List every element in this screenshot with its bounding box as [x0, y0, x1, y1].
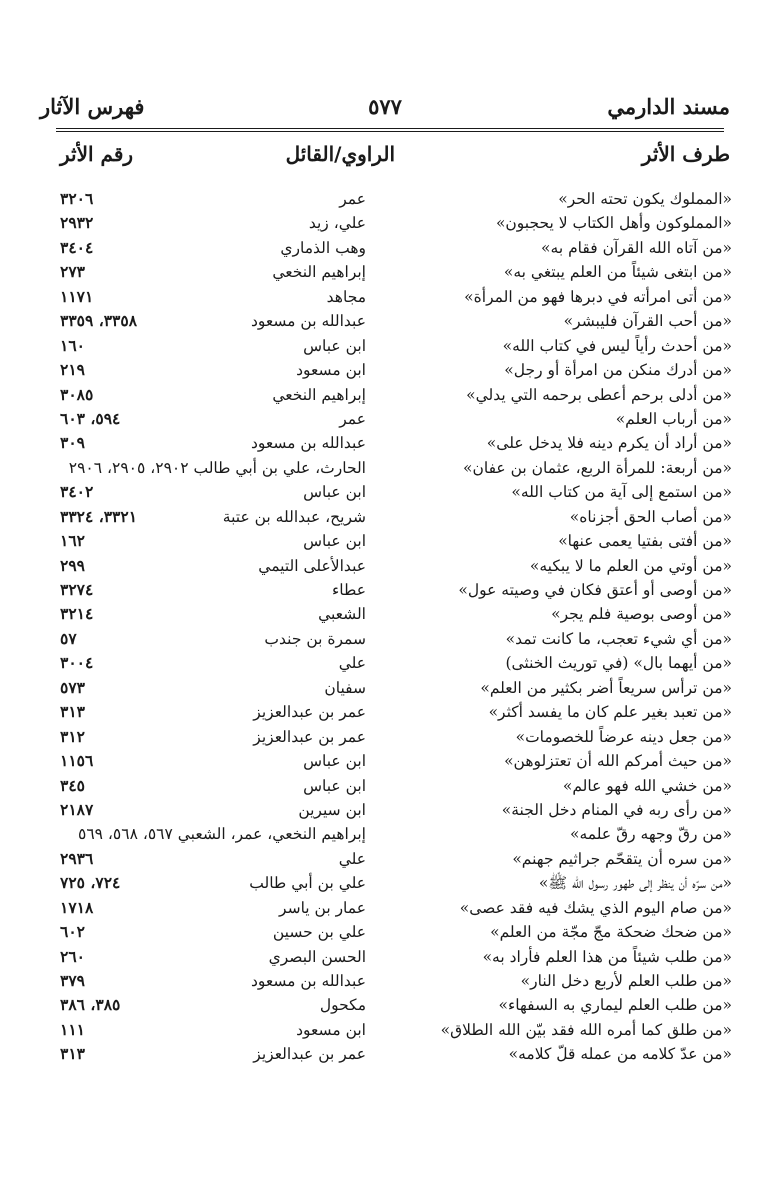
athar-number: ٣٢٧٤	[60, 580, 94, 599]
header-rule	[56, 128, 724, 129]
athar-end-text: «من أتى امرأته في دبرها فهو من المرأة»	[464, 287, 732, 306]
athar-number: ١٦٠	[60, 335, 85, 355]
athar-number: ٣٢١٤	[60, 604, 94, 624]
athar-number: ٣١٣	[60, 1044, 85, 1064]
athar-end-text: «المملوكون وأهل الكتاب لا يحجبون»	[495, 214, 732, 233]
athar-end-text: «من طلب العلم لأربع دخل النار»	[520, 972, 732, 990]
athar-end-text: «من أدلى برحم أعطى برحمه التي يدلي»	[466, 385, 732, 404]
athar-number: ٣٠٩	[60, 433, 85, 453]
index-row	[40, 480, 732, 504]
athar-number: ٣٨٥، ٣٨٦	[60, 995, 121, 1015]
narrator-name: عبدالله بن مسعود	[250, 972, 366, 990]
index-row	[40, 969, 732, 993]
athar-end-text: «من أحب القرآن فليبشر»	[563, 312, 732, 331]
narrator-name: علي	[338, 849, 366, 868]
index-row	[40, 993, 732, 1017]
athar-end-text: «من طلق كما أمره الله فقد بيّن الله الطلاق»	[440, 1020, 732, 1039]
narrator-name: إبراهيم النخعي، عمر، الشعبي ٥٦٧، ٥٦٨، ٥٦٩	[78, 825, 366, 844]
athar-end-text: «من طلب شيئاً من هذا العلم فأراد به»	[482, 947, 732, 966]
athar-number: ٢١٨٧	[60, 799, 94, 819]
athar-end-text: «من أحدث رأياً ليس في كتاب الله»	[502, 336, 732, 355]
narrator-name: ابن مسعود	[296, 1020, 366, 1039]
athar-end-text: «من أدرك منكن من امرأة أو رجل»	[504, 361, 732, 380]
index-row	[40, 627, 732, 651]
narrator-name: عبدالله بن مسعود	[250, 312, 366, 331]
athar-end-text: «المملوك يكون تحته الحر»	[558, 190, 732, 208]
athar-number: ١١٥٦	[60, 751, 94, 771]
narrator-name: إبراهيم النخعي	[272, 385, 366, 404]
athar-number: ١٧١٨	[60, 897, 94, 917]
athar-number: ٣٧٩	[60, 971, 85, 990]
athar-end-text: «من سرّه أن ينظر إلى طهور رسول الله ﷺ»	[538, 874, 732, 893]
narrator-name: عمر بن عبدالعزيز	[253, 727, 366, 746]
index-row	[40, 431, 732, 455]
athar-end-text: «من استمع إلى آية من كتاب الله»	[511, 483, 732, 502]
index-row	[40, 896, 732, 920]
index-row	[40, 529, 732, 553]
athar-number: ٣١٢	[60, 726, 85, 746]
athar-end-text: «من خشي الله فهو عالم»	[562, 776, 732, 795]
section-title: فهرس الآثار	[40, 94, 145, 119]
narrator-name: مجاهد	[326, 287, 366, 306]
book-title: مسند الدارمي	[607, 94, 730, 119]
index-row	[40, 383, 732, 407]
narrator-name: ابن عباس	[303, 776, 366, 795]
index-row	[40, 700, 732, 724]
narrator-name: الشعبي	[318, 605, 366, 624]
athar-end-text: «من رقّ وجهه رقّ علمه»	[570, 825, 732, 844]
narrator-name: الحارث، علي بن أبي طالب ٢٩٠٢، ٢٩٠٥، ٢٩٠٦	[68, 458, 366, 477]
athar-end-text: «من جعل دينه عرضاً للخصومات»	[515, 727, 732, 746]
athar-number: ٣٠٠٤	[60, 653, 94, 673]
index-row	[40, 334, 732, 358]
narrator-name: مكحول	[319, 996, 366, 1015]
index-row	[40, 1018, 732, 1042]
athar-end-text: «من أوصى بوصية فلم يجر»	[551, 605, 732, 624]
page-header	[40, 94, 730, 126]
narrator-name: عبدالله بن مسعود	[250, 434, 366, 453]
narrator-name: ابن عباس	[303, 483, 366, 502]
column-headers	[40, 142, 730, 176]
athar-number: ٣٣٥٨، ٣٣٥٩	[60, 311, 138, 331]
index-row	[40, 309, 732, 333]
narrator-name: سفيان	[324, 678, 366, 697]
narrator-name: ابن مسعود	[296, 361, 366, 380]
index-row	[40, 871, 732, 895]
narrator-name: عطاء	[332, 581, 366, 599]
athar-end-text: «من طلب العلم ليماري به السفهاء»	[498, 996, 732, 1015]
athar-number: ٣٤٠٢	[60, 482, 94, 502]
athar-index-list	[40, 187, 732, 1067]
athar-end-text: «من رأى ربه في المنام دخل الجنة»	[501, 800, 732, 819]
athar-end-text: «من تعبد بغير علم كان ما يفسد أكثر»	[488, 703, 732, 722]
index-row	[40, 945, 732, 969]
athar-end-text: «من ابتغى شيئاً من العلم يبتغي به»	[503, 263, 732, 282]
narrator-name: ابن عباس	[303, 532, 366, 551]
index-row	[40, 554, 732, 578]
narrator-name: علي، زيد	[308, 214, 366, 233]
athar-number: ٥٩٤، ٦٠٣	[60, 408, 121, 428]
narrator-name: الحسن البصري	[268, 947, 366, 966]
athar-number: ٢٦٠	[60, 946, 85, 966]
athar-end-text: «من سره أن يتقحّم جراثيم جهنم»	[512, 849, 732, 868]
index-row	[40, 260, 732, 284]
athar-end-text: «من عدّ كلامه من عمله قلّ كلامه»	[508, 1045, 732, 1064]
index-row	[40, 774, 732, 798]
athar-number: ٢٧٣	[60, 262, 85, 282]
athar-number: ٢٩٣٦	[60, 848, 94, 868]
athar-number: ١١٧١	[60, 286, 94, 306]
narrator-name: ابن عباس	[303, 336, 366, 355]
page-number: ٥٧٧	[368, 94, 402, 119]
narrator-name: ابن عباس	[303, 752, 366, 771]
athar-number: ٢١٩	[60, 360, 85, 380]
athar-number: ٣٣٢١، ٣٣٢٤	[60, 506, 138, 526]
athar-number: ٢٩٣٢	[60, 213, 94, 233]
athar-number: ٣٤٠٤	[60, 237, 94, 257]
athar-end-text: «من حيث أمركم الله أن تعتزلوهن»	[504, 752, 732, 771]
index-row	[40, 749, 732, 773]
narrator-name: عمار بن ياسر	[279, 898, 366, 917]
header-rule-second	[56, 131, 724, 132]
index-row	[40, 920, 732, 944]
athar-number: ٣٢٠٦	[60, 189, 94, 208]
narrator-name: عمر بن عبدالعزيز	[253, 703, 366, 722]
narrator-name: عمر	[339, 190, 366, 208]
athar-end-text: «من أربعة: للمرأة الربع، عثمان بن عفان»	[463, 458, 732, 477]
narrator-name: شريح، عبدالله بن عتبة	[222, 507, 366, 526]
index-row	[40, 211, 732, 235]
index-row	[40, 358, 732, 382]
athar-number: ٣٠٨٥	[60, 384, 94, 404]
index-row	[40, 407, 732, 431]
narrator-name: وهب الذماري	[280, 238, 366, 257]
athar-number: ١٦٢	[60, 531, 85, 551]
index-row	[40, 847, 732, 871]
athar-end-text: «من ضحك ضحكة مجّ مجّة من العلم»	[490, 923, 732, 942]
athar-number: ١١١	[60, 1019, 85, 1039]
index-row	[40, 725, 732, 749]
index-row	[40, 456, 732, 480]
index-row	[40, 822, 732, 846]
athar-end-text: «من أرباب العلم»	[615, 409, 732, 428]
column-header-end: طرف الأثر	[641, 142, 730, 166]
index-row	[40, 651, 732, 675]
index-row	[40, 602, 732, 626]
narrator-name: عمر	[339, 409, 366, 428]
column-header-narrator: الراوي/القائل	[285, 142, 395, 166]
index-row	[40, 676, 732, 700]
index-row	[40, 187, 732, 211]
athar-number: ٣١٣	[60, 702, 85, 722]
athar-number: ٧٢٤، ٧٢٥	[60, 873, 121, 893]
narrator-name: عمر بن عبدالعزيز	[253, 1045, 366, 1064]
athar-number: ٥٧٣	[60, 677, 85, 697]
athar-end-text: «من أفتى بفتيا يعمى عنها»	[558, 532, 732, 551]
index-row	[40, 798, 732, 822]
athar-number: ٣٤٥	[60, 775, 85, 795]
narrator-name: علي بن أبي طالب	[249, 874, 366, 893]
index-row	[40, 505, 732, 529]
index-row	[40, 578, 732, 602]
athar-end-text: «من أصاب الحق أجزناه»	[569, 507, 732, 526]
athar-number: ٥٧	[60, 628, 77, 648]
narrator-name: عبدالأعلى التيمي	[258, 556, 366, 575]
column-header-number: رقم الأثر	[60, 142, 134, 166]
athar-end-text: «من أوتي من العلم ما لا يبكيه»	[529, 556, 732, 575]
athar-end-text: «من أوصى أو أعتق فكان في وصيته عول»	[458, 581, 732, 599]
narrator-name: إبراهيم النخعي	[272, 263, 366, 282]
index-row	[40, 1042, 732, 1066]
athar-number: ٢٩٩	[60, 555, 85, 575]
athar-end-text: «من آتاه الله القرآن فقام به»	[541, 238, 732, 257]
narrator-name: علي	[338, 654, 366, 673]
athar-end-text: «من ترأس سريعاً أضر بكثير من العلم»	[480, 678, 732, 697]
index-row	[40, 236, 732, 260]
narrator-name: سمرة بن جندب	[264, 629, 366, 648]
athar-end-text: «من أراد أن يكرم دينه فلا يدخل على»	[486, 434, 732, 453]
narrator-name: ابن سيرين	[298, 800, 366, 819]
athar-number: ٦٠٢	[60, 922, 85, 942]
athar-end-text: «من صام اليوم الذي يشك فيه فقد عصى»	[459, 898, 732, 917]
athar-end-text: «من أي شيء تعجب، ما كانت تمد»	[505, 629, 732, 648]
narrator-name: علي بن حسين	[272, 923, 366, 942]
index-row	[40, 285, 732, 309]
athar-end-text: «من أيهما بال» (في توريث الخنثى)	[505, 654, 732, 673]
